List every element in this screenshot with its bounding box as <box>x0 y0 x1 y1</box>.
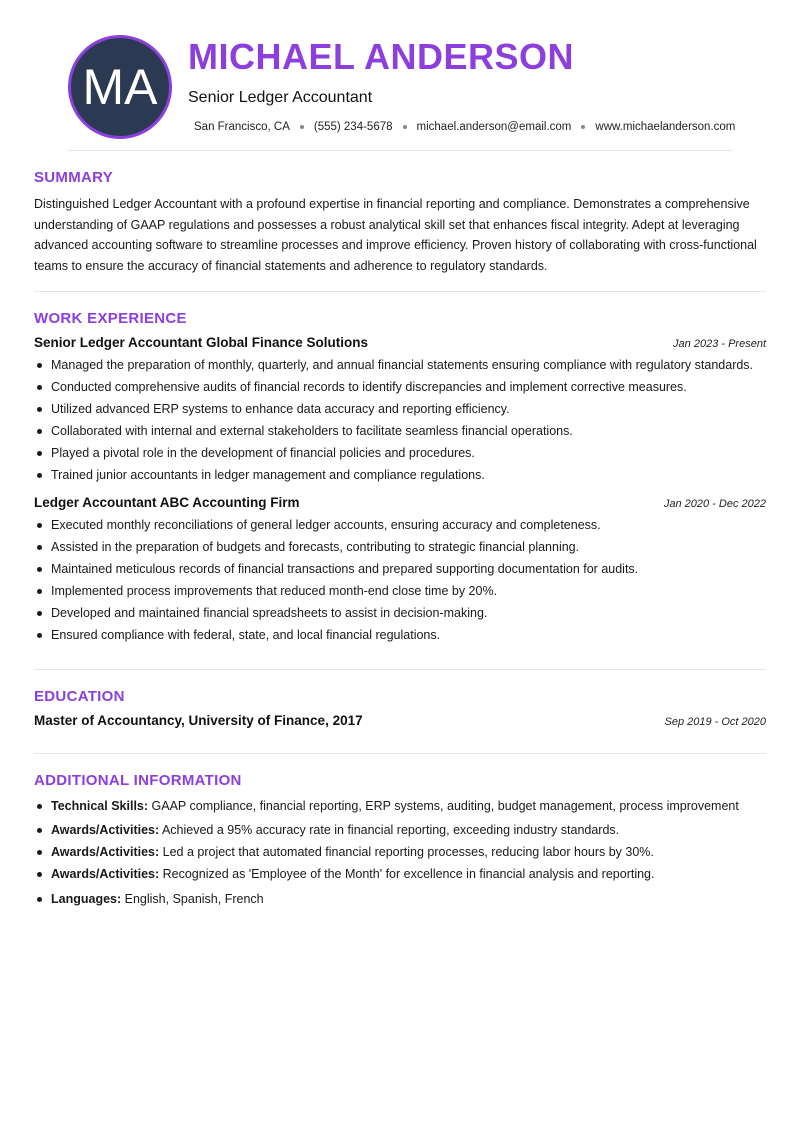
contact-bar <box>194 121 735 133</box>
contact-phone: (555) 234-5678 <box>313 121 393 133</box>
list-item: Ensured compliance with federal, state, and local financial regulations. <box>51 626 766 645</box>
list-item: Played a pivotal role in the development of financial policies and procedures. <box>51 444 766 463</box>
job-bullets <box>34 516 766 645</box>
list-item: Implemented process improvements that reduced month-end close time by 20%. <box>51 582 766 601</box>
list-item: Assisted in the preparation of budgets and forecasts, contributing to strategic financial planning. <box>51 538 766 557</box>
item-label: Awards/Activities: <box>51 867 160 881</box>
additional-heading: ADDITIONAL INFORMATION <box>34 772 242 789</box>
job-header <box>34 335 766 350</box>
list-item <box>51 797 766 816</box>
list-item <box>51 865 766 884</box>
avatar <box>68 35 172 139</box>
item-text: Recognized as 'Employee of the Month' for excellence in financial analysis and reporting. <box>159 867 655 881</box>
item-text: English, Spanish, French <box>121 892 264 906</box>
item-text: Achieved a 95% accuracy rate in financial reporting, exceeding industry standards. <box>159 823 620 837</box>
list-item: Managed the preparation of monthly, quarterly, and annual financial statements ensuring compliance with regulatory standards. <box>51 356 766 375</box>
contact-location: San Francisco, CA <box>194 121 290 133</box>
candidate-name: MICHAEL ANDERSON <box>188 36 575 77</box>
list-item <box>51 890 766 909</box>
job-title: Ledger Accountant ABC Accounting Firm <box>34 495 300 510</box>
experience-section <box>34 292 766 645</box>
separator-dot-icon <box>403 125 407 129</box>
list-item: Utilized advanced ERP systems to enhance data accuracy and reporting efficiency. <box>51 400 766 419</box>
item-label: Awards/Activities: <box>51 823 160 837</box>
additional-list <box>34 797 766 909</box>
job-header <box>34 495 766 510</box>
list-item <box>51 843 766 862</box>
item-label: Awards/Activities: <box>51 845 160 859</box>
education-degree: Master of Accountancy, University of Finance, 2017 <box>34 713 363 728</box>
education-section <box>34 670 766 728</box>
item-text: Led a project that automated financial reporting processes, reducing labor hours by 30%. <box>159 845 654 859</box>
job-date: Jan 2023 - Present <box>673 338 766 350</box>
list-item: Maintained meticulous records of financial transactions and prepared supporting documentation for audits. <box>51 560 766 579</box>
header-divider <box>68 150 732 151</box>
education-entry <box>34 713 766 728</box>
list-item <box>51 821 766 840</box>
resume-header <box>34 0 766 150</box>
list-item: Developed and maintained financial spreadsheets to assist in decision-making. <box>51 604 766 623</box>
item-label: Technical Skills: <box>51 799 149 813</box>
candidate-title: Senior Ledger Accountant <box>188 89 373 106</box>
list-item: Trained junior accountants in ledger management and compliance regulations. <box>51 466 766 485</box>
summary-text: Distinguished Ledger Accountant with a profound expertise in financial reporting and compliance. Demonstrates a comprehensive understanding of GAAP regulations and possesses a robust analytical skill set that enhances fiscal integrity. Adept at leveraging advanced accounting software to streamline processes and improve efficiency. Proven history of collaborating with cross-functional teams to ensure the accuracy of financial statements and adherence to regulatory standards. <box>34 197 757 273</box>
experience-heading: WORK EXPERIENCE <box>34 310 187 327</box>
additional-section <box>34 754 766 909</box>
summary-heading: SUMMARY <box>34 169 114 186</box>
list-item: Collaborated with internal and external stakeholders to facilitate seamless financial operations. <box>51 422 766 441</box>
separator-dot-icon <box>581 125 585 129</box>
item-text: GAAP compliance, financial reporting, ERP systems, auditing, budget management, process improvement <box>148 799 739 813</box>
job-entry <box>34 335 766 485</box>
job-entry <box>34 495 766 645</box>
education-heading: EDUCATION <box>34 688 125 705</box>
education-date: Sep 2019 - Oct 2020 <box>664 716 766 728</box>
list-item: Conducted comprehensive audits of financial records to identify discrepancies and implement corrective measures. <box>51 378 766 397</box>
separator-dot-icon <box>300 125 304 129</box>
list-item: Executed monthly reconciliations of general ledger accounts, ensuring accuracy and completeness. <box>51 516 766 535</box>
contact-website[interactable]: www.michaelanderson.com <box>595 121 736 133</box>
job-date: Jan 2020 - Dec 2022 <box>663 498 766 510</box>
job-bullets <box>34 356 766 485</box>
avatar-initials: MA <box>82 59 158 115</box>
item-label: Languages: <box>51 892 122 906</box>
job-title: Senior Ledger Accountant Global Finance Solutions <box>34 335 369 350</box>
summary-section <box>34 150 766 276</box>
contact-email[interactable]: michael.anderson@email.com <box>416 121 572 133</box>
